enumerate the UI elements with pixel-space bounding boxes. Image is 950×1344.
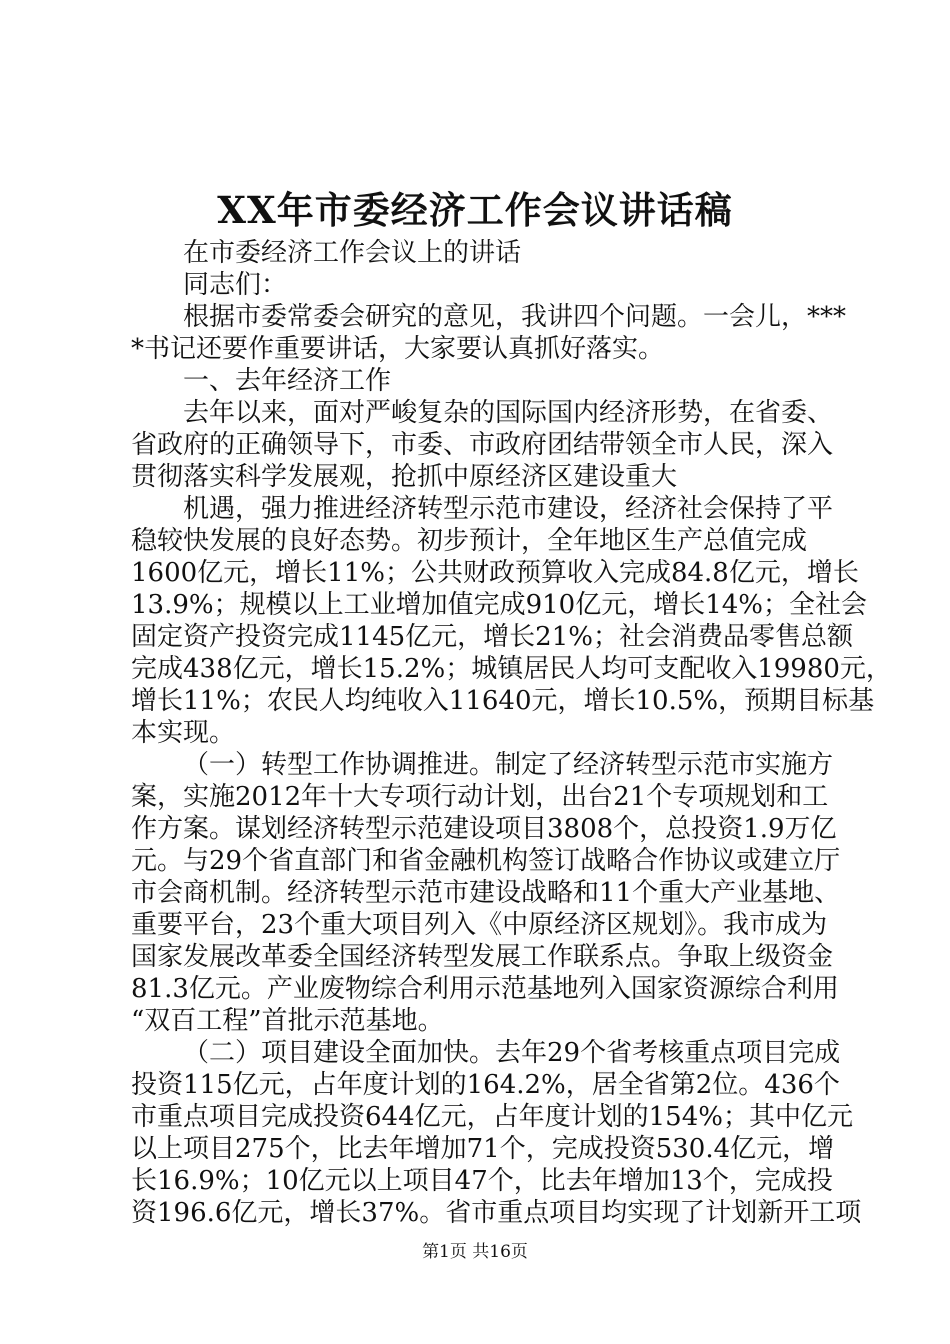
- paragraph-line: 增长11%；农民人均纯收入11640元，增长10.5%，预期目标基: [131, 686, 875, 716]
- paragraph-line: 机遇，强力推进经济转型示范市建设，经济社会保持了平: [183, 494, 834, 524]
- paragraph-line: 同志们：: [183, 270, 288, 300]
- body-paragraph: [131, 365, 843, 397]
- paragraph-line: 作方案。谋划经济转型示范建设项目3808个，总投资1.9万亿: [131, 814, 837, 844]
- paragraph-line: 投资115亿元，占年度计划的164.2%，居全省第2位。436个: [131, 1070, 840, 1100]
- paragraph-line: 在市委经济工作会议上的讲话: [183, 238, 522, 268]
- paragraph-line: 81.3亿元。产业废物综合利用示范基地列入国家资源综合利用: [131, 974, 839, 1004]
- paragraph-line: “双百工程”首批示范基地。: [131, 1006, 444, 1036]
- body-paragraph: [131, 397, 843, 493]
- body-paragraph: [131, 269, 843, 301]
- paragraph-line: 贯彻落实科学发展观，抢抓中原经济区建设重大: [131, 462, 678, 492]
- paragraph-line: 根据市委常委会研究的意见，我讲四个问题。一会儿，***: [183, 302, 847, 332]
- paragraph-line: 13.9%；规模以上工业增加值完成910亿元，增长14%；全社会: [131, 590, 868, 620]
- document-body: [131, 237, 892, 1229]
- document-title: XX年市委经济工作会议讲话稿: [217, 188, 733, 232]
- paragraph-line: 稳较快发展的良好态势。初步预计，全年地区生产总值完成: [131, 526, 808, 556]
- body-paragraph: [131, 1037, 862, 1229]
- paragraph-line: 固定资产投资完成1145亿元，增长21%；社会消费品零售总额: [131, 622, 853, 652]
- paragraph-line: 以上项目275个，比去年增加71个，完成投资530.4亿元，增: [131, 1134, 835, 1164]
- paragraph-line: （一）转型工作协调推进。制定了经济转型示范市实施方: [183, 750, 834, 780]
- paragraph-line: 市重点项目完成投资644亿元，占年度计划的154%；其中亿元: [131, 1102, 853, 1132]
- paragraph-line: 一、去年经济工作: [183, 366, 392, 396]
- paragraph-line: 去年以来，面对严峻复杂的国际国内经济形势，在省委、: [183, 398, 834, 428]
- paragraph-line: 案，实施2012年十大专项行动计划，出台21个专项规划和工: [131, 782, 829, 812]
- paragraph-line: 元。与29个省直部门和省金融机构签订战略合作协议或建立厅: [131, 846, 841, 876]
- paragraph-line: 长16.9%；10亿元以上项目47个，比去年增加13个，完成投: [131, 1166, 833, 1196]
- paragraph-line: 资196.6亿元，增长37%。省市重点项目均实现了计划新开工项: [131, 1198, 862, 1228]
- paragraph-line: 国家发展改革委全国经济转型发展工作联系点。争取上级资金: [131, 942, 834, 972]
- paragraph-line: 本实现。: [131, 718, 236, 748]
- body-paragraph: [131, 493, 892, 749]
- page-footer: 第1页 共16页: [422, 1242, 528, 1262]
- paragraph-line: 市会商机制。经济转型示范市建设战略和11个重大产业基地、: [131, 878, 841, 908]
- body-paragraph: [131, 237, 843, 269]
- paragraph-line: *书记还要作重要讲话，大家要认真抓好落实。: [131, 334, 665, 364]
- paragraph-line: 重要平台，23个重大项目列入《中原经济区规划》。我市成为: [131, 910, 828, 940]
- body-paragraph: [131, 301, 847, 365]
- paragraph-line: （二）项目建设全面加快。去年29个省考核重点项目完成: [183, 1038, 841, 1068]
- paragraph-line: 1600亿元，增长11%；公共财政预算收入完成84.8亿元，增长: [131, 558, 859, 588]
- paragraph-line: 完成438亿元，增长15.2%；城镇居民人均可支配收入19980元，: [131, 654, 892, 684]
- body-paragraph: [131, 749, 843, 1037]
- paragraph-line: 省政府的正确领导下，市委、市政府团结带领全市人民，深入: [131, 430, 834, 460]
